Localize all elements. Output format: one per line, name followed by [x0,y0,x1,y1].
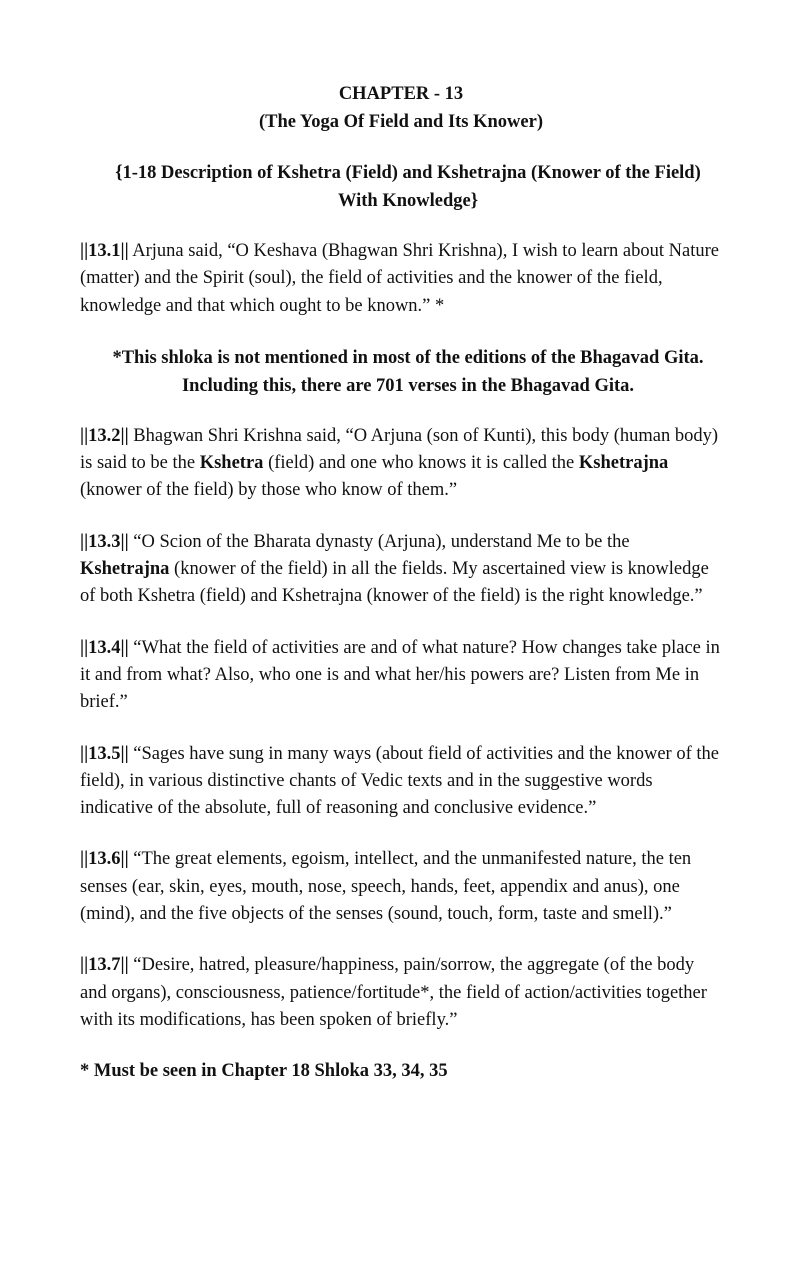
verse-13-5 [80,741,722,823]
document-page [80,80,722,1085]
term-kshetrajna: Kshetrajna [80,559,170,580]
verse-number: ||13.3|| [80,531,129,552]
verse-number: ||13.7|| [80,955,129,976]
verse-13-4 [80,635,722,717]
verse-text: (knower of the field) by those who know of them.” [80,480,458,501]
section-heading-line-1: {1-18 Description of Kshetra (Field) and Kshetrajna (Knower of the Field) [115,163,701,183]
section-heading-line-2: With Knowledge} [337,191,479,211]
verse-13-3 [80,529,722,611]
chapter-title: CHAPTER - 13 [338,84,464,104]
verse-number: ||13.4|| [80,637,129,658]
shloka-note [80,344,722,400]
term-kshetra: Kshetra [199,453,264,474]
term-kshetrajna: Kshetrajna [578,453,669,474]
verse-text: Arjuna said, “O Keshava (Bhagwan Shri Krishna), I wish to learn about Nature (matter) and the Spirit (soul), the field of activities and the knower of the field, knowledge and that which ought to be known.” * [80,241,719,316]
verse-13-1 [80,238,722,320]
chapter-subtitle: (The Yoga Of Field and Its Knower) [258,112,543,132]
verse-13-6 [80,846,722,928]
verse-text: “O Scion of the Bharata dynasty (Arjuna), understand Me to be the [128,531,630,552]
verse-number: ||13.1|| [80,241,129,261]
verse-number: ||13.6|| [80,849,129,870]
verse-text: (field) and one who knows it is called the [263,453,579,474]
verse-text: “The great elements, egoism, intellect, and the unmanifested nature, the ten senses (ear, skin, eyes, mouth, nose, speech, hands, feet, appendix and anus), one (mind), and the five objects of the senses (sound, touch, form, taste and smell).” [80,849,692,925]
shloka-note-line-1: *This shloka is not mentioned in most of the editions of the Bhagavad Gita. [112,347,704,368]
section-heading [80,159,722,215]
verse-13-7 [80,952,722,1034]
verse-text: Bhagwan Shri Krishna said, “O Arjuna (son of Kunti), this body (human body) is said to be the [80,425,719,474]
verse-13-2 [80,423,722,505]
verse-text: “What the field of activities are and of what nature? How changes take place in it and from what? Also, who one is and what her/his powers are? Listen from Me in brief.” [80,637,720,713]
verse-text: (knower of the field) in all the fields. My ascertained view is knowledge of both Kshetra (field) and Kshetrajna (knower of the field) is the right knowledge.” [80,559,709,607]
verse-text: “Sages have sung in many ways (about field of activities and the knower of the field), in various distinctive chants of Vedic texts and in the suggestive words indicative of the absolute, full of reasoning and conclusive evidence.” [80,743,719,819]
shloka-note-line-2: Including this, there are 701 verses in the Bhagavad Gita. [181,375,635,396]
verse-text: “Desire, hatred, pleasure/happiness, pain/sorrow, the aggregate (of the body and organs), consciousness, patience/fortitude*, the field of action/activities together with its modifications, has been spoken of briefly.” [80,955,707,1030]
footnote: * Must be seen in Chapter 18 Shloka 33, 34, 35 [80,1061,448,1082]
verse-number: ||13.2|| [80,425,129,446]
verse-number: ||13.5|| [80,743,129,764]
